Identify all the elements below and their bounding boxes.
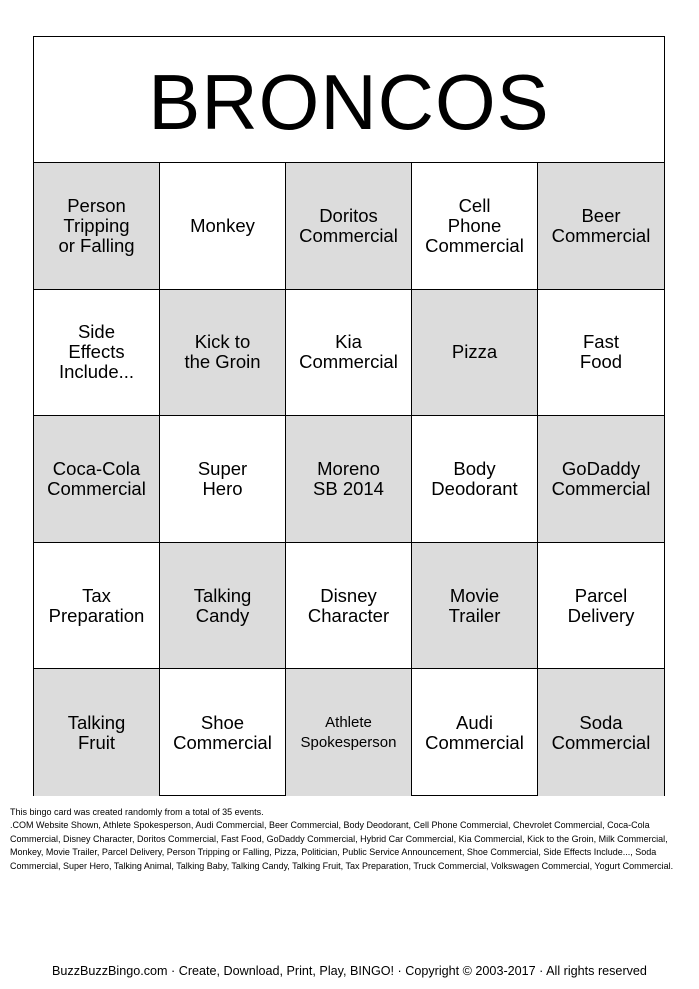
bingo-cell[interactable]: Super Hero: [160, 416, 286, 543]
bingo-cell[interactable]: Pizza: [412, 290, 538, 417]
bingo-cell[interactable]: Talking Fruit: [34, 669, 160, 796]
bingo-cell[interactable]: Monkey: [160, 163, 286, 290]
bingo-cell[interactable]: Beer Commercial: [538, 163, 664, 290]
card-title: BRONCOS: [148, 57, 550, 146]
bingo-cell[interactable]: Athlete Spokesperson: [286, 669, 412, 796]
bingo-cell[interactable]: Moreno SB 2014: [286, 416, 412, 543]
events-summary: This bingo card was created randomly from a total of 35 events.: [10, 807, 264, 817]
bingo-cell[interactable]: Cell Phone Commercial: [412, 163, 538, 290]
title-row: [34, 37, 664, 163]
bingo-cell[interactable]: Movie Trailer: [412, 543, 538, 670]
page-footer: BuzzBuzzBingo.com · Create, Download, Print, Play, BINGO! · Copyright © 2003-2017 · All rights reserved: [52, 964, 647, 978]
bingo-cell[interactable]: Side Effects Include...: [34, 290, 160, 417]
bingo-grid: [34, 163, 664, 796]
bingo-cell[interactable]: Disney Character: [286, 543, 412, 670]
bingo-cell[interactable]: Fast Food: [538, 290, 664, 417]
bingo-cell[interactable]: Talking Candy: [160, 543, 286, 670]
bingo-cell[interactable]: Kia Commercial: [286, 290, 412, 417]
events-list: .COM Website Shown, Athlete Spokesperson, Audi Commercial, Beer Commercial, Body Deodorant, Cell Phone Commercial, Chevrolet Commercial, Coca-Cola Commercial, Disney Character, Doritos Commercial, Fast Food, GoDaddy Commercial, Hybrid Car Commercial, Kia Commercial, Kick to the Groin, Milk Commercial, Monkey, Movie Trailer, Parcel Delivery, Person Tripping or Falling, Pizza, Politician, Public Service Announcement, Shoe Commercial, Side Effects Include..., Soda Commercial, Super Hero, Talking Animal, Talking Baby, Talking Candy, Talking Fruit, Tax Preparation, Truck Commercial, Volkswagen Commercial, Yogurt Commercial.: [10, 820, 674, 871]
bingo-cell[interactable]: Kick to the Groin: [160, 290, 286, 417]
bingo-cell[interactable]: Audi Commercial: [412, 669, 538, 796]
bingo-card: [33, 36, 665, 796]
bingo-cell[interactable]: Tax Preparation: [34, 543, 160, 670]
bingo-cell[interactable]: Parcel Delivery: [538, 543, 664, 670]
bingo-cell[interactable]: Doritos Commercial: [286, 163, 412, 290]
bingo-cell[interactable]: Body Deodorant: [412, 416, 538, 543]
bingo-cell[interactable]: Coca-Cola Commercial: [34, 416, 160, 543]
bingo-cell[interactable]: Soda Commercial: [538, 669, 664, 796]
bingo-cell[interactable]: Shoe Commercial: [160, 669, 286, 796]
bingo-cell[interactable]: Person Tripping or Falling: [34, 163, 160, 290]
card-info: [10, 806, 685, 873]
bingo-cell[interactable]: GoDaddy Commercial: [538, 416, 664, 543]
